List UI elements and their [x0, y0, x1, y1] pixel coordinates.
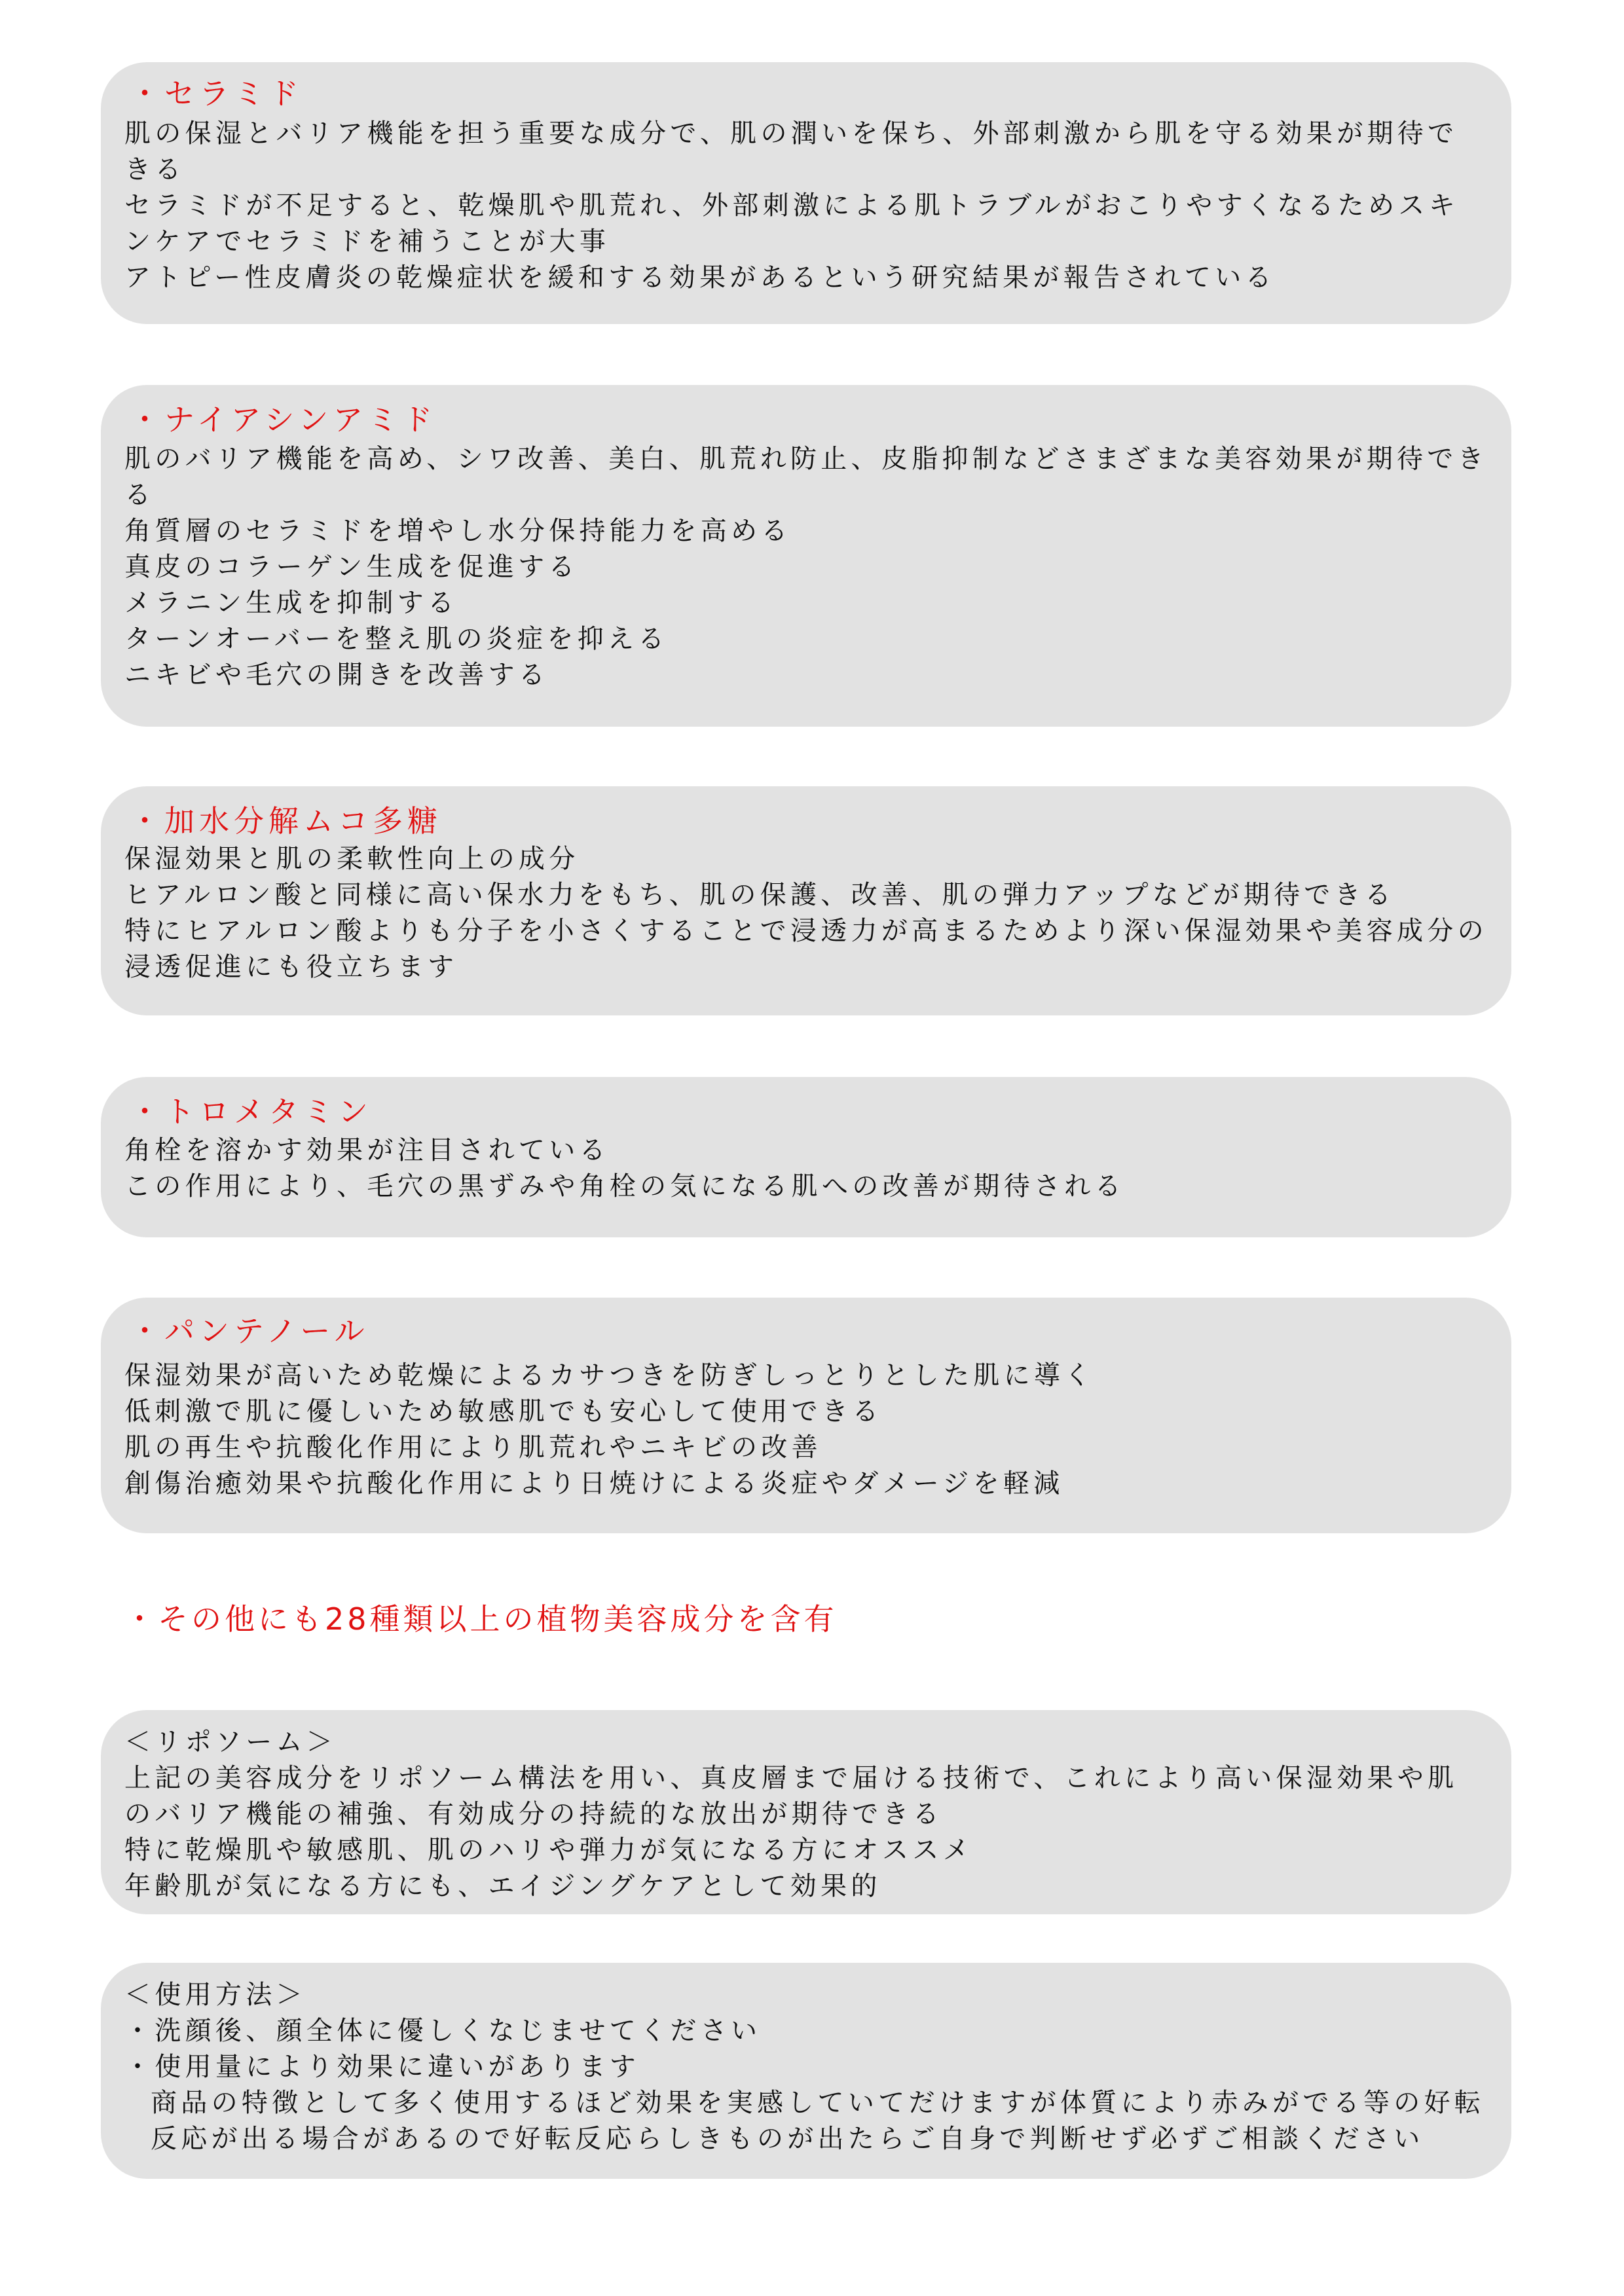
liposome-heading: ＜リポソーム＞ [124, 1727, 337, 1757]
body-line: 創傷治癒効果や抗酸化作用により日焼けによる炎症やダメージを軽減 [124, 1468, 1064, 1499]
body-line: ターンオーバーを整え肌の炎症を抑える [124, 624, 669, 654]
body-line: この作用により、毛穴の黒ずみや角栓の気になる肌への改善が期待される [124, 1171, 1125, 1201]
other-ingredients-note: ・その他にも28種類以上の植物美容成分を含有 [124, 1601, 838, 1637]
section-liposome [101, 1710, 1511, 1914]
section-body [124, 1133, 1488, 1205]
usage-note: 商品の特徴として多く使用するほど効果を実感していてだけますが体質により赤みがでる等の好転反応が出る場合があるので好転反応らしきものが出たらご自身で判断せず必ずご相談ください [151, 2088, 1485, 2154]
section-body [124, 441, 1488, 693]
body-line: アトピー性皮膚炎の乾燥症状を緩和する効果があるという研究結果が報告されている [124, 263, 1276, 293]
body-line: ニキビや毛穴の開きを改善する [124, 660, 549, 690]
body-line: 真皮のコラーゲン生成を促進する [124, 552, 579, 582]
section-body [124, 1358, 1488, 1502]
section-body [124, 116, 1488, 296]
section-title: ・パンテノール [130, 1313, 369, 1349]
section-niacinamide [101, 385, 1511, 727]
body-line: 肌の保湿とバリア機能を担う重要な成分で、肌の潤いを保ち、外部刺激から肌を守る効果が期待できる [124, 118, 1458, 185]
body-line: 保湿効果と肌の柔軟性向上の成分 [124, 844, 580, 874]
section-tromethamine [101, 1077, 1511, 1237]
section-title: ・ナイアシンアミド [130, 402, 437, 437]
usage-body [124, 1977, 1488, 2157]
section-panthenol [101, 1298, 1511, 1533]
body-line: 肌のバリア機能を高め、シワ改善、美白、肌荒れ防止、皮脂抑制などさまざまな美容効果が期待できる [124, 444, 1488, 510]
section-title: ・セラミド [130, 76, 303, 111]
usage-item: ・洗顔後、顔全体に優しくなじませてください [124, 2016, 762, 2046]
liposome-body [124, 1724, 1488, 1904]
section-ceramide [101, 62, 1511, 324]
body-line: 保湿効果が高いため乾燥によるカサつきを防ぎしっとりとした肌に導く [124, 1360, 1095, 1391]
body-line: 低刺激で肌に優しいため敏感肌でも安心して使用できる [124, 1396, 883, 1427]
usage-heading: ＜使用方法＞ [124, 1980, 306, 2010]
body-line: 角栓を溶かす効果が注目されている [124, 1135, 610, 1165]
section-usage [101, 1963, 1511, 2179]
section-title: ・加水分解ムコ多糖 [130, 803, 442, 839]
body-line: 上記の美容成分をリポソーム構法を用い、真皮層まで届ける技術で、これにより高い保湿効果や肌のバリア機能の補強、有効成分の持続的な放出が期待できる [124, 1763, 1458, 1829]
body-line: 年齢肌が気になる方にも、エイジングケアとして効果的 [124, 1871, 881, 1901]
body-line: 特に乾燥肌や敏感肌、肌のハリや弾力が気になる方にオススメ [124, 1835, 973, 1865]
body-line: 角質層のセラミドを増やし水分保持能力を高める [124, 516, 792, 546]
usage-item: ・使用量により効果に違いがあります [124, 2052, 640, 2082]
section-body [124, 841, 1488, 985]
section-title: ・トロメタミン [130, 1094, 373, 1129]
body-line: セラミドが不足すると、乾燥肌や肌荒れ、外部刺激による肌トラブルがおこりやすくなるためスキンケアでセラミドを補うことが大事 [124, 191, 1459, 257]
body-line: 特にヒアルロン酸よりも分子を小さくすることで浸透力が高まるためより深い保湿効果や美容成分の浸透促進にも役立ちます [124, 916, 1488, 982]
section-hydrolyzed-mucopolysaccharide [101, 786, 1511, 1015]
body-line: ヒアルロン酸と同様に高い保水力をもち、肌の保護、改善、肌の弾力アップなどが期待できる [124, 880, 1395, 910]
body-line: メラニン生成を抑制する [124, 588, 458, 618]
body-line: 肌の再生や抗酸化作用により肌荒れやニキビの改善 [124, 1432, 822, 1463]
